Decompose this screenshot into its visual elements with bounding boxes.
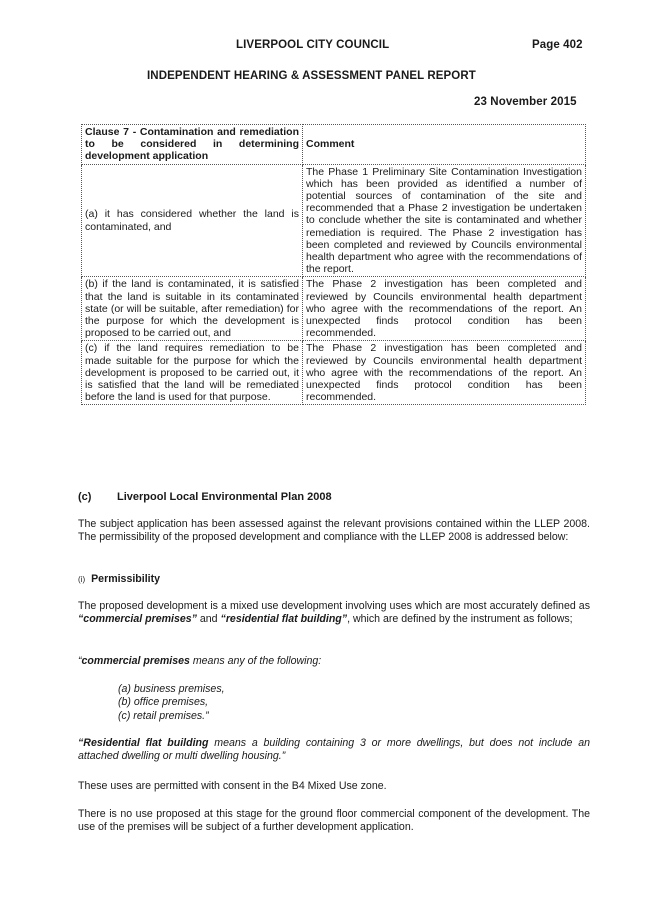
subsection-title-text: Permissibility	[91, 573, 160, 585]
table-row	[82, 164, 586, 277]
defined-term: commercial premises	[81, 655, 190, 667]
paragraph-text: and	[196, 613, 221, 626]
paragraph-text: The proposed development is a mixed use development involving uses which are most accurately defined as	[78, 600, 590, 612]
table-header-clause: Clause 7 - Contamination and remediation to be considered in determining development application	[82, 125, 303, 165]
list-item: (a) business premises,	[118, 683, 225, 695]
council-name: LIVERPOOL CITY COUNCIL	[236, 39, 390, 51]
table-header-row	[82, 125, 586, 165]
page-number: Page 402	[532, 39, 583, 51]
report-date: 23 November 2015	[474, 96, 577, 108]
subsection-title	[78, 573, 160, 585]
table-header-comment: Comment	[303, 125, 586, 165]
report-title: INDEPENDENT HEARING & ASSESSMENT PANEL REPORT	[147, 70, 476, 82]
defined-term: “Residential flat building	[78, 737, 209, 749]
contamination-table	[81, 124, 586, 405]
section-intro-paragraph: The subject application has been assessed against the relevant provisions contained within the LLEP 2008. The permissibility of the proposed development and compliance with the LLEP 2008 is addressed below:	[78, 518, 590, 544]
list-item: (b) office premises,	[118, 696, 209, 709]
paragraph-text: , which are defined by the instrument as follows;	[347, 613, 573, 626]
table-cell-clause: (b) if the land is contaminated, it is satisfied that the land is suitable in its contaminated state (or will be suitable, after remediation) for the purpose for which the development is proposed to be carried out, and	[82, 277, 303, 341]
defined-term: “commercial premises”	[78, 613, 197, 626]
subsection-number: (i)	[78, 575, 86, 584]
definition-text: means any of the following:	[189, 655, 322, 667]
table-cell-clause: (a) it has considered whether the land is contaminated, and	[82, 164, 303, 277]
zone-paragraph: These uses are permitted with consent in the B4 Mixed Use zone.	[78, 780, 387, 792]
table-cell-comment: The Phase 1 Preliminary Site Contamination Investigation which has been provided as identified a number of potential sources of contamination of the site and recommended that a Phase 2 investigation be undertaken to conclude whether the site is contaminated and whether remediation is required. The Phase 2 investigation has been completed and reviewed by Councils environmental health department who agree with the recommendations of the report.	[303, 164, 586, 277]
defined-term: “residential flat building”	[220, 613, 348, 626]
definition-list	[118, 683, 225, 723]
section-label: (c)	[78, 491, 92, 503]
table-cell-comment: The Phase 2 investigation has been completed and reviewed by Councils environmental health department who agree with the recommendations of the report. An unexpected finds protocol condition has been recommended.	[303, 341, 586, 405]
table-row	[82, 341, 586, 405]
quote-mark: “	[78, 655, 82, 667]
table-cell-comment: The Phase 2 investigation has been completed and reviewed by Councils environmental health department who agree with the recommendations of the report. An unexpected finds protocol condition has been recommended.	[303, 277, 586, 341]
table-cell-clause: (c) if the land requires remediation to be made suitable for the purpose for which the development is proposed to be carried out, it is satisfied that the land will be remediated before the land is used for that purpose.	[82, 341, 303, 405]
permissibility-paragraph	[78, 600, 590, 626]
ground-floor-paragraph: There is no use proposed at this stage for the ground floor commercial component of the development. The use of the premises will be subject of a further development application.	[78, 808, 590, 834]
list-item: (c) retail premises.”	[118, 709, 209, 722]
definition-commercial	[78, 655, 590, 668]
definition-text: means a building containing 3 or more dwellings, but does not include an attached dwelling or multi dwelling housing.”	[78, 737, 591, 763]
definition-residential	[78, 737, 590, 763]
section-title: Liverpool Local Environmental Plan 2008	[117, 491, 332, 503]
table-row	[82, 277, 586, 341]
